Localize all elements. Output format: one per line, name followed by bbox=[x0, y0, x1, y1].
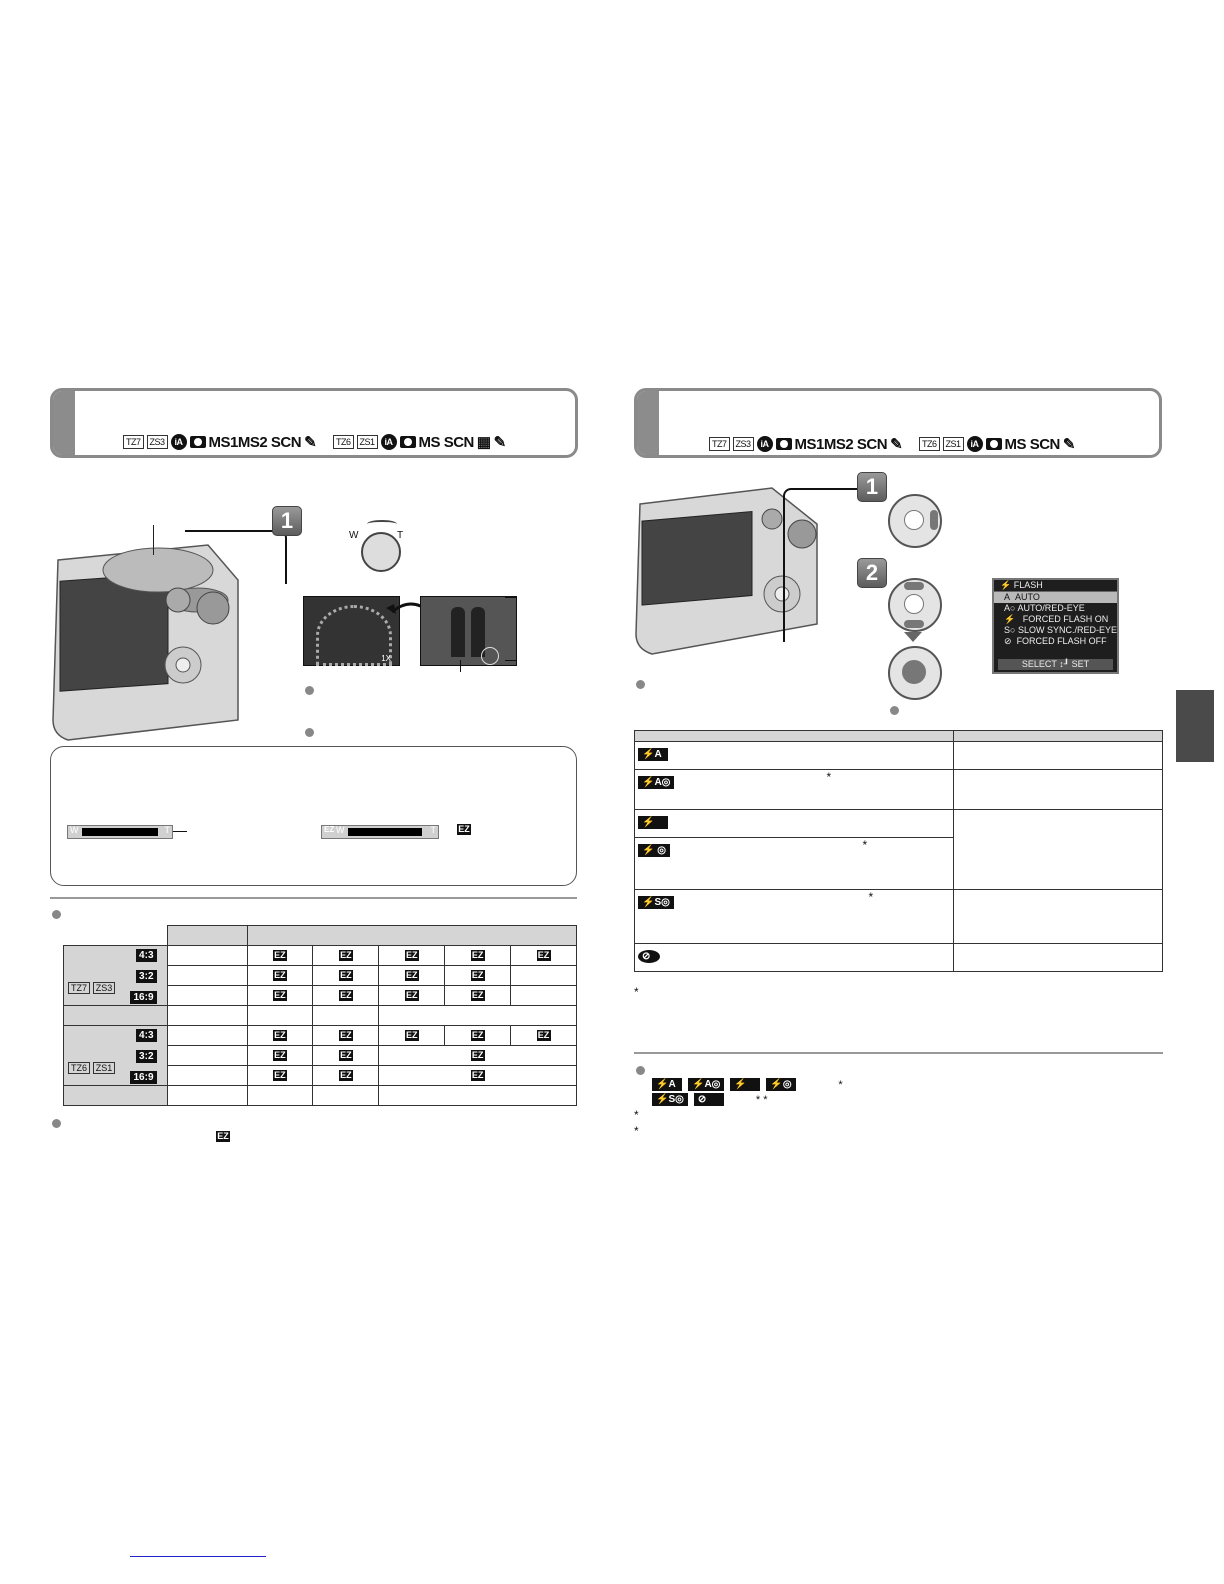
aspect-ratio-badge: 4:3 bbox=[136, 949, 156, 962]
flash-forced-on-red-eye-icon: ⚡◎ bbox=[766, 1078, 796, 1091]
left-mode-icons-b bbox=[333, 433, 506, 451]
zoom-ratio-table bbox=[63, 925, 577, 1106]
menu-set-button[interactable] bbox=[888, 646, 942, 700]
bullet-point bbox=[636, 680, 645, 689]
flash-forced-on-icon: ⚡ bbox=[638, 816, 668, 829]
menu-item-label: AUTO/RED-EYE bbox=[1017, 603, 1085, 613]
notes-icon-row-2 bbox=[652, 1093, 767, 1106]
asterisks: * * bbox=[755, 1093, 768, 1106]
model-tag: ZS1 bbox=[93, 1062, 116, 1074]
model-tag: ZS3 bbox=[93, 982, 116, 994]
callout-line bbox=[505, 660, 517, 661]
asterisk: * bbox=[838, 1078, 843, 1091]
asterisk: * bbox=[862, 838, 868, 852]
right-mode-icons-a bbox=[709, 435, 902, 453]
clipboard-pen-icon: ✎ bbox=[493, 434, 506, 451]
bar-fill bbox=[348, 828, 422, 836]
bar-ez-label: EZ bbox=[324, 825, 335, 834]
ez-badge: EZ bbox=[471, 950, 484, 960]
extended-zoom-bar bbox=[321, 825, 439, 839]
ez-badge: EZ bbox=[458, 824, 470, 834]
film-icon: ▦ bbox=[476, 434, 491, 451]
flash-slow-sync-red-eye-icon: ⚡S◎ bbox=[638, 896, 674, 909]
flash-menu-item-auto[interactable] bbox=[994, 592, 1117, 603]
asterisk: * bbox=[868, 890, 874, 904]
callout-line bbox=[460, 660, 461, 672]
step-1-badge: 1 bbox=[857, 472, 887, 502]
left-section-header bbox=[50, 388, 578, 458]
ez-badge: EZ bbox=[471, 970, 484, 980]
step-1-badge: 1 bbox=[272, 506, 302, 536]
model-tag: TZ6 bbox=[68, 1062, 90, 1074]
bar-w-label: W bbox=[70, 825, 79, 835]
mode-labels: MS1MS2 SCN bbox=[794, 435, 888, 453]
flash-menu-item-auto-red-eye[interactable] bbox=[994, 603, 1117, 614]
ez-badge: EZ bbox=[274, 970, 286, 980]
flash-auto-icon: ⚡A bbox=[652, 1078, 682, 1091]
flash-red-eye-icon: A○ bbox=[1004, 603, 1016, 613]
model-tag: TZ7 bbox=[123, 435, 144, 449]
bar-callout-line bbox=[173, 831, 187, 832]
flash-auto-icon: A bbox=[1004, 592, 1011, 602]
ez-badge: EZ bbox=[340, 990, 352, 1000]
model-tag: ZS1 bbox=[357, 435, 378, 449]
intelligent-auto-icon: iA bbox=[967, 436, 983, 452]
ez-badge: EZ bbox=[274, 990, 286, 1000]
flash-icon: ⚡ bbox=[1004, 614, 1016, 624]
aspect-ratio-badge: 16:9 bbox=[130, 1071, 156, 1084]
ez-badge: EZ bbox=[471, 1050, 484, 1060]
model-tag: TZ7 bbox=[709, 437, 730, 451]
ez-badge: EZ bbox=[471, 1030, 484, 1040]
flash-auto-red-eye-icon: ⚡A◎ bbox=[638, 776, 674, 789]
zoom-lever-diagram bbox=[345, 520, 425, 580]
flash-forced-on-red-eye-icon: ⚡ ◎ bbox=[638, 844, 670, 857]
aspect-ratio-badge: 4:3 bbox=[136, 1029, 156, 1042]
header-accent-bar bbox=[53, 391, 75, 455]
bullet-point bbox=[636, 1066, 645, 1075]
header-accent-bar bbox=[637, 391, 659, 455]
right-mode-icons-b bbox=[919, 435, 1075, 453]
ez-badge: EZ bbox=[340, 1050, 352, 1060]
model-tag: ZS3 bbox=[147, 435, 168, 449]
right-section-header bbox=[634, 388, 1162, 458]
intelligent-auto-icon: iA bbox=[171, 434, 187, 450]
ez-badge: EZ bbox=[340, 1070, 352, 1080]
model-tag: ZS3 bbox=[733, 437, 754, 451]
camera-mode-icon bbox=[400, 436, 416, 448]
ez-badge: EZ bbox=[274, 950, 286, 960]
flash-menu-item-forced-on[interactable] bbox=[994, 614, 1117, 625]
ez-badge: EZ bbox=[405, 990, 418, 1000]
left-mode-icons-a bbox=[123, 433, 316, 451]
flash-off-icon: ⊘ bbox=[1004, 636, 1012, 646]
flash-off-icon: ⊘ bbox=[638, 950, 660, 963]
up-arrow-highlight bbox=[904, 582, 924, 590]
flash-menu-footer: SELECT ↕┚ SET bbox=[998, 659, 1113, 670]
right-arrow-highlight bbox=[930, 510, 938, 530]
person-silhouette bbox=[451, 607, 465, 657]
flash-off-icon: ⊘ bbox=[694, 1093, 724, 1106]
clipboard-pen-icon: ✎ bbox=[1062, 436, 1075, 453]
camera-mode-icon bbox=[190, 436, 206, 448]
bar-t-label: T bbox=[164, 825, 170, 835]
flash-menu-title-text: FLASH bbox=[1013, 580, 1043, 590]
zoom-lever-icon bbox=[361, 530, 404, 572]
ez-badge: EZ bbox=[340, 970, 352, 980]
bar-w-label: W bbox=[336, 825, 345, 835]
lens-callout-line bbox=[153, 525, 154, 555]
ez-badge: EZ bbox=[537, 950, 550, 960]
flash-menu-title: ⚡ FLASH bbox=[994, 580, 1117, 592]
intelligent-auto-icon: iA bbox=[757, 436, 773, 452]
asterisk: * bbox=[826, 770, 832, 784]
flash-auto-icon: ⚡A bbox=[638, 748, 668, 761]
zoom-lever-arrow bbox=[367, 520, 397, 528]
menu-item-label: SLOW SYNC./RED-EYE bbox=[1017, 625, 1117, 635]
down-arrow-icon bbox=[904, 632, 922, 642]
ez-badge: EZ bbox=[537, 1030, 550, 1040]
ez-badge: EZ bbox=[405, 970, 418, 980]
bullet-point bbox=[305, 728, 314, 737]
camera-mode-icon bbox=[776, 438, 792, 450]
flash-slow-sync-icon: S○ bbox=[1004, 625, 1016, 635]
bullet-point bbox=[305, 686, 314, 695]
intelligent-auto-icon: iA bbox=[381, 434, 397, 450]
flash-menu-item-forced-off[interactable] bbox=[994, 636, 1117, 647]
step-2-badge: 2 bbox=[857, 558, 887, 588]
right-separator bbox=[634, 1052, 1163, 1054]
footer-set: SET bbox=[1071, 659, 1090, 669]
asterisk: * bbox=[634, 985, 639, 999]
model-tags-a bbox=[68, 982, 115, 994]
aspect-ratio-badge: 16:9 bbox=[130, 991, 156, 1004]
aspect-ratio-badge: 3:2 bbox=[136, 1050, 156, 1063]
zoom-value: 1X bbox=[381, 654, 391, 663]
ez-badge: EZ bbox=[274, 1050, 286, 1060]
cursor-button-right-press[interactable] bbox=[888, 494, 942, 548]
model-tag: TZ6 bbox=[333, 435, 354, 449]
footer-link-underline bbox=[130, 1556, 266, 1557]
zoom-position-marker bbox=[481, 647, 499, 665]
mode-labels: MS1MS2 SCN bbox=[208, 433, 302, 451]
model-tag: TZ6 bbox=[919, 437, 940, 451]
ez-badge: EZ bbox=[217, 1131, 229, 1141]
menu-item-label: FORCED FLASH OFF bbox=[1016, 636, 1107, 646]
flash-menu-screen bbox=[992, 578, 1119, 674]
bullet-point bbox=[52, 910, 61, 919]
flash-forced-on-icon: ⚡ bbox=[730, 1078, 760, 1091]
ez-badge: EZ bbox=[274, 1070, 286, 1080]
down-arrow-highlight bbox=[904, 620, 924, 628]
ez-badge: EZ bbox=[405, 1030, 418, 1040]
model-tag: ZS1 bbox=[943, 437, 964, 451]
footer-select: SELECT bbox=[1021, 659, 1057, 669]
left-separator bbox=[50, 897, 577, 899]
ez-badge: EZ bbox=[340, 950, 352, 960]
clipboard-pen-icon: ✎ bbox=[890, 436, 903, 453]
bullet-point bbox=[890, 706, 899, 715]
notes-icon-row-1 bbox=[652, 1078, 843, 1091]
zoom-bar-info-box bbox=[50, 746, 577, 886]
ez-badge: EZ bbox=[471, 1070, 484, 1080]
cursor-button-up-down[interactable] bbox=[888, 578, 942, 632]
zoom-screen-tele bbox=[420, 596, 517, 666]
tele-label: T bbox=[397, 530, 404, 541]
flash-menu-item-slow-sync[interactable] bbox=[994, 625, 1117, 636]
ez-badge: EZ bbox=[471, 990, 484, 1000]
mode-labels: MS SCN bbox=[1004, 435, 1060, 453]
wide-label: W bbox=[349, 530, 359, 541]
ez-badge: EZ bbox=[274, 1030, 286, 1040]
chapter-side-tab bbox=[1176, 690, 1214, 762]
model-tag: TZ7 bbox=[68, 982, 90, 994]
ez-badge: EZ bbox=[340, 1030, 352, 1040]
bar-fill bbox=[82, 828, 158, 836]
mode-labels: MS SCN bbox=[418, 433, 474, 451]
optical-zoom-bar bbox=[67, 825, 173, 839]
aspect-ratio-badge: 3:2 bbox=[136, 970, 156, 983]
clipboard-pen-icon: ✎ bbox=[304, 434, 317, 451]
flash-auto-red-eye-icon: ⚡A◎ bbox=[688, 1078, 724, 1091]
flash-slow-sync-red-eye-icon: ⚡S◎ bbox=[652, 1093, 688, 1106]
flash-button-callout-line bbox=[783, 488, 867, 642]
flash-mode-table bbox=[634, 730, 1163, 972]
camera-mode-icon bbox=[986, 438, 1002, 450]
ez-badge: EZ bbox=[405, 950, 418, 960]
bullet-point bbox=[52, 1119, 61, 1128]
model-tags-b bbox=[68, 1062, 115, 1074]
menu-item-label: FORCED FLASH ON bbox=[1022, 614, 1109, 624]
zoom-lever-callout-line bbox=[185, 530, 287, 584]
bar-t-label: T bbox=[430, 825, 436, 835]
asterisk: * bbox=[634, 1124, 639, 1138]
menu-item-label: AUTO bbox=[1015, 592, 1040, 602]
asterisk: * bbox=[634, 1108, 639, 1122]
callout-line bbox=[505, 597, 517, 598]
